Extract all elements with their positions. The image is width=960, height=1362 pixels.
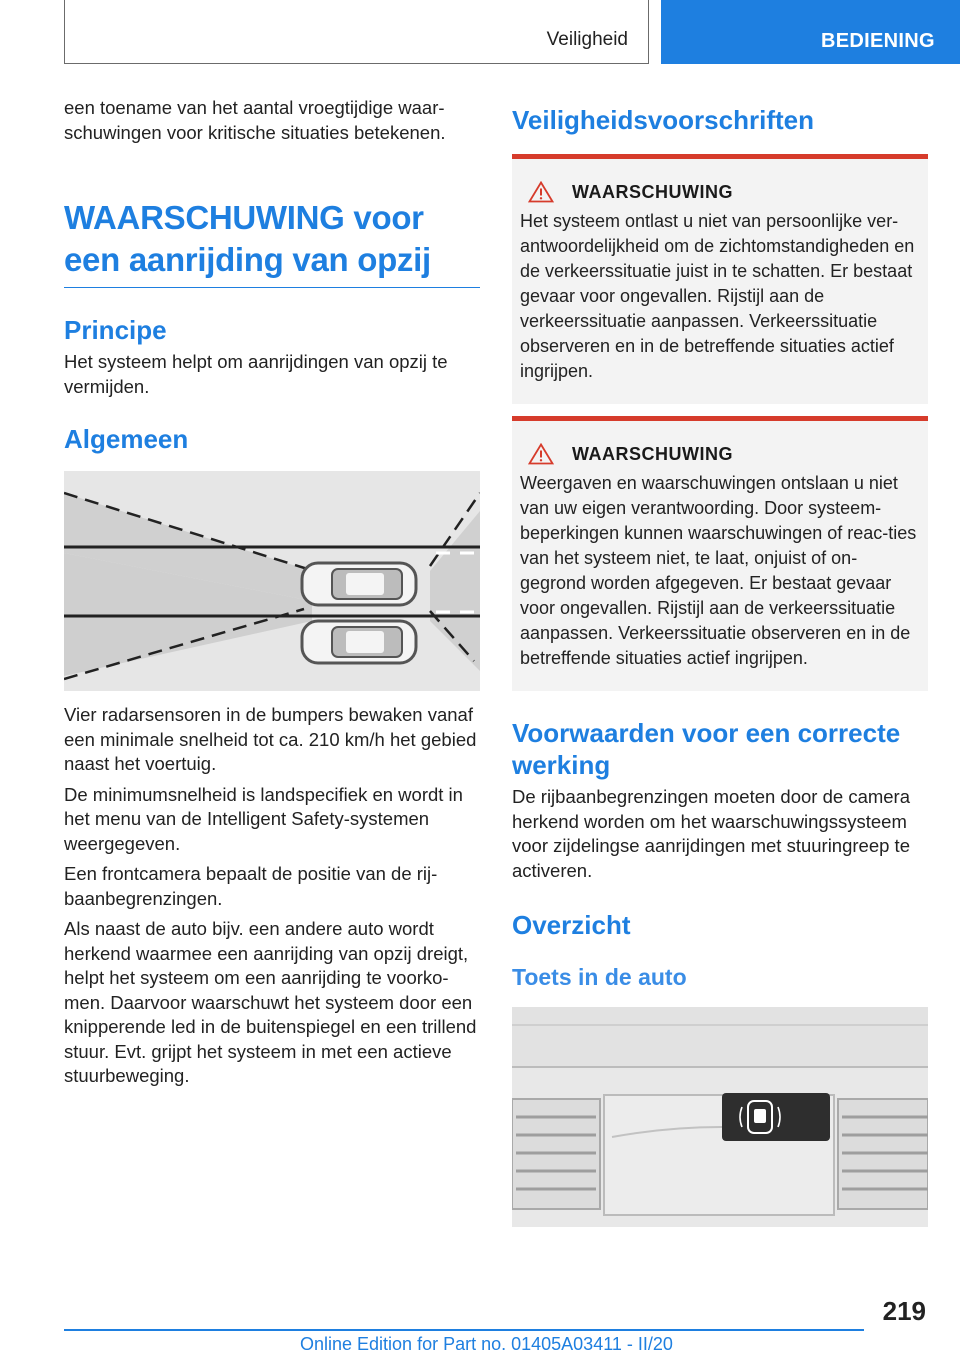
paragraph: Een frontcamera bepaalt de positie van de rij-baanbegrenzingen. [64, 863, 438, 909]
side-collision-button-icon [722, 1093, 830, 1141]
header-section-box [64, 0, 649, 64]
header-chapter-tab: BEDIENING [661, 0, 960, 64]
air-vent-left [512, 1099, 600, 1209]
requirements-text: De rijbaanbegrenzingen moeten door de camera herkend worden om het waarschuwingssysteem voor zijdelingse aanrijdingen met stuuringreep te activeren. [512, 786, 911, 881]
left-column [64, 96, 480, 1089]
overview-heading: Overzicht [512, 910, 631, 940]
footer-edition [300, 1334, 673, 1355]
main-title [64, 197, 480, 288]
header-section-title: Veiligheid [546, 29, 628, 50]
air-vent-right [838, 1099, 928, 1209]
warning-box [512, 154, 928, 404]
paragraph: Vier radarsensoren in de bumpers bewaken vanaf een minimale snelheid tot ca. 210 km/h het gebied naast het voertuig. [64, 704, 477, 774]
warning-title: WAARSCHUWING [572, 181, 733, 202]
requirements-heading: Voorwaarden voor een correcte werking [512, 718, 901, 780]
paragraph: Als naast de auto bijv. een andere auto wordt herkend waarmee een aanrijding van opzij dreigt, helpt het systeem om een aanrijding te voorko-men. Daarvoor waarschuwt het systeem door een knipperende led in de buitenspiegel en een trillend stuur. Evt. grijpt het systeem in met een actieve stuurbeweging. [64, 918, 477, 1086]
car-top-icon [302, 621, 416, 663]
main-title-line-1: WAARSCHUWING voor [64, 199, 424, 236]
warning-header [520, 443, 920, 465]
dashboard-illustration [512, 1007, 928, 1227]
car-top-icon [302, 563, 416, 605]
principe-heading: Principe [64, 315, 167, 345]
algemeen-heading: Algemeen [64, 424, 189, 454]
paragraph: De minimumsnelheid is landspecifiek en wordt in het menu van de Intelligent Safety-systemen weergegeven. [64, 783, 463, 854]
page-number: 219 [882, 1296, 926, 1326]
warning-triangle-icon [528, 181, 554, 203]
warning-title: WAARSCHUWING [572, 443, 733, 464]
radar-coverage-figure [64, 471, 480, 691]
warning-triangle-icon [528, 443, 554, 465]
principe-text: Het systeem helpt om aanrijdingen van opzij te vermijden. [64, 351, 448, 397]
footer-rule [64, 1329, 864, 1331]
warning-text: Weergaven en waarschuwingen ontslaan u niet van uw eigen verantwoording. Door systeem-beperkingen kunnen waarschuwingen of reac-ties van het systeem niet, te laat, onjuist of on-gegrond worden afgegeven. Er bestaat gevaar voor ongevallen. Rijstijl aan de verkeerssituatie aanpassen. Verkeerssituatie observeren en in de betreffende situaties actief ingrijpen. [520, 473, 917, 668]
warning-text: Het systeem ontlast u niet van persoonlijke ver-antwoordelijkheid om de zichtomstandigheden en de verkeerssituatie juist in te schatten. Er bestaat gevaar voor ongevallen. Rijstijl aan de verkeerssituatie aanpassen. Verkeerssituatie observeren en in de betreffende situaties actief ingrijpen. [520, 211, 915, 381]
warning-box [512, 416, 928, 691]
right-column [512, 96, 928, 1227]
footer-edition-text: Online Edition for Part no. 01405A03411 - II/20 [300, 1334, 673, 1354]
button-location-figure [512, 1007, 928, 1227]
intro-line-1: een toename van het aantal vroegtijdige waar- [64, 97, 445, 118]
safety-heading: Veiligheidsvoorschriften [512, 105, 814, 135]
radar-coverage-illustration [64, 471, 480, 691]
intro-line-2: schuwingen voor kritische situaties betekenen. [64, 121, 446, 143]
warning-header [520, 181, 920, 203]
button-heading: Toets in de auto [512, 964, 687, 990]
main-title-line-2: een aanrijding van opzij [64, 241, 431, 278]
